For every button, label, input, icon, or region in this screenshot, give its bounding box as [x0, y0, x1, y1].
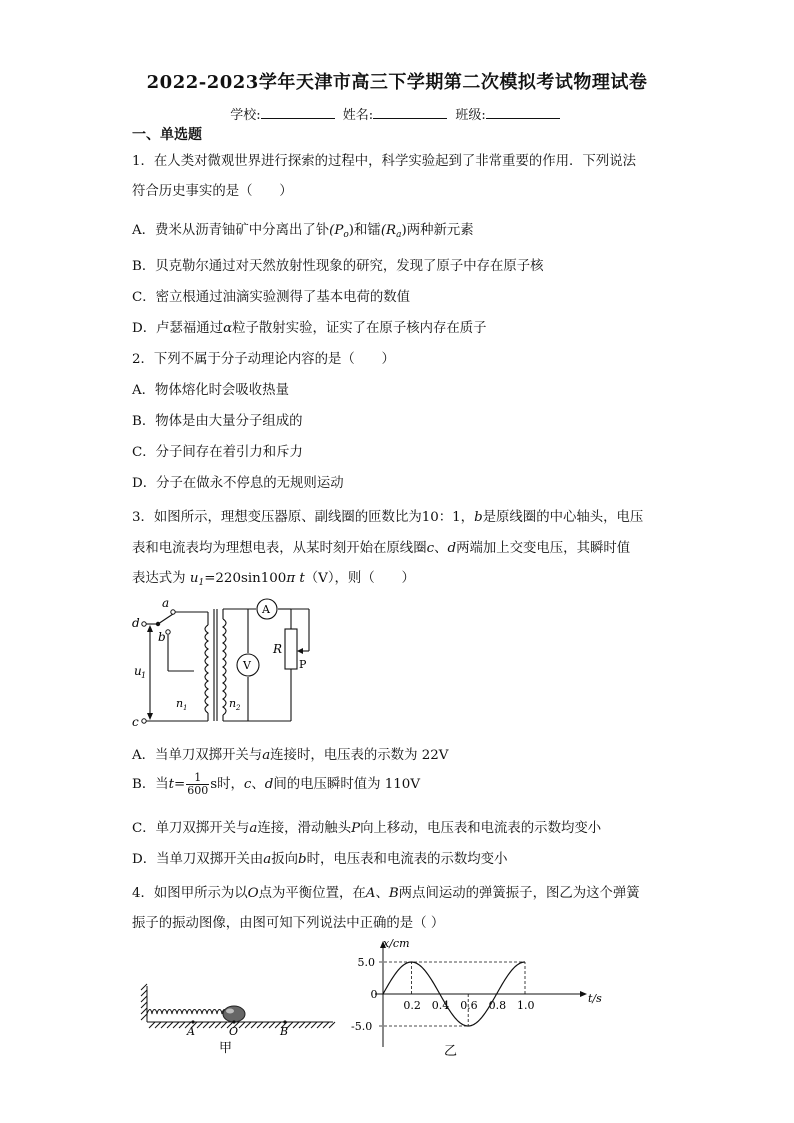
x-tick-label: 0.6 — [460, 999, 478, 1012]
q4-l1-o: O — [247, 886, 259, 901]
exam-title: 2022-2023学年天津市高三下学期第二次模拟考试物理试卷 — [146, 72, 648, 93]
label-c: c — [132, 715, 139, 729]
q4-stem-line1 — [132, 882, 640, 901]
school-label: 学校: — [230, 108, 261, 123]
y-axis-label: x/cm — [383, 937, 410, 950]
q3-a-pre: A．当单刀双掷开关与 — [132, 748, 263, 763]
label-ammeter: A — [262, 603, 270, 616]
q1-option-a — [132, 219, 474, 240]
transformer-circuit-figure — [128, 595, 328, 730]
q3-b-t: t — [168, 777, 175, 792]
x-tick-label: 0.8 — [488, 999, 507, 1012]
q3-c-mid: 连接，滑动触头 — [257, 821, 352, 836]
contact-a — [171, 610, 175, 614]
q3-l3-eq: =220sin100 — [204, 571, 287, 586]
q1-option-b: B．贝克勒尔通过对天然放射性现象的研究，发现了原子中存在原子核 — [132, 259, 544, 274]
label-point-o: O — [229, 1025, 239, 1038]
y-tick-label: -5.0 — [351, 1020, 373, 1033]
q2-option-a: A．物体熔化时会吸收热量 — [132, 383, 289, 398]
q1-a-po-sub: o — [343, 230, 349, 240]
q4-l1-sep: 、 — [375, 886, 389, 901]
q3-c-p: P — [351, 821, 361, 836]
label-b: b — [158, 630, 166, 644]
switch-blade — [158, 614, 173, 624]
x-axis-arrow-icon — [580, 991, 587, 997]
q3-l3-sub: 1 — [198, 578, 205, 588]
wall-hatch — [141, 1008, 147, 1014]
wall-hatch — [141, 996, 147, 1002]
q3-l2-d: d — [447, 541, 457, 556]
q1-a-ra: (R — [380, 223, 397, 238]
terminal-d — [142, 622, 146, 626]
q1-d-post: 粒子散射实验，证实了在原子核内存在质子 — [232, 321, 487, 336]
name-label: 姓名: — [342, 108, 374, 123]
q2-option-b: B．物体是由大量分子组成的 — [132, 414, 303, 429]
q3-b-mid: 、 — [251, 777, 265, 792]
slider-arrow-icon — [297, 648, 303, 654]
q3-c-a: a — [249, 821, 258, 836]
y-tick-label: 5.0 — [357, 956, 375, 969]
class-label: 班级: — [455, 108, 486, 123]
q3-option-b — [132, 772, 420, 797]
q1-a-po: (P — [329, 223, 344, 238]
rheostat — [285, 629, 297, 669]
q4-l1-post: 两点间运动的弹簧振子，图乙为这个弹簧 — [398, 886, 640, 901]
ball-highlight — [226, 1009, 234, 1014]
x-tick-label: 0.2 — [403, 999, 421, 1012]
x-tick-label: 0.4 — [431, 999, 450, 1012]
caption-jia: 甲 — [219, 1041, 233, 1056]
q3-l2-post: 两端加上交变电压，其瞬时值 — [456, 541, 631, 556]
q3-d-pre: D．当单刀双掷开关由 — [132, 852, 264, 867]
spring — [147, 1010, 231, 1015]
section-heading: 一、单选题 — [132, 127, 202, 143]
q1-a-po-close: )和镭 — [348, 223, 381, 238]
q3-d-mid: 扳向 — [271, 852, 299, 867]
q3-a-post: 连接时，电压表的示数为 22V — [270, 748, 449, 763]
wall-hatch — [141, 1002, 147, 1008]
q3-d-b: b — [298, 852, 307, 867]
q2-option-d: D．分子在做永不停息的无规则运动 — [132, 476, 344, 491]
arrow-down-icon — [147, 713, 153, 720]
q1-stem-line2: 符合历史事实的是（ ） — [132, 184, 293, 199]
q1-a-text: A．费米从沥青铀矿中分离出了钋 — [132, 223, 330, 238]
label-r: R — [273, 642, 283, 656]
point-o-dot — [232, 1020, 235, 1023]
q3-b-s: s时， — [210, 777, 244, 792]
floor-hatch — [149, 1022, 335, 1028]
terminal-c — [142, 719, 146, 723]
label-n1-sub: 1 — [183, 704, 188, 712]
q1-a-ra-sub: a — [396, 230, 402, 240]
student-info-row — [0, 104, 794, 123]
y-tick-label: 0 — [370, 988, 378, 1001]
q3-l3-t: t — [299, 571, 305, 586]
wall-hatch — [141, 984, 147, 990]
q2-stem: 2．下列不属于分子动理论内容的是（ ） — [132, 352, 395, 367]
arrow-up-icon — [147, 625, 153, 632]
q3-b-c: c — [243, 777, 252, 792]
name-blank[interactable] — [373, 106, 447, 119]
q3-l3-post: （V），则（ ） — [304, 571, 415, 586]
q4-l1-b: B — [388, 886, 399, 901]
q3-option-a — [132, 744, 448, 763]
q3-c-post: 向上移动，电压表和电流表的示数均变小 — [360, 821, 602, 836]
q4-l1-pre: 4．如图甲所示为以 — [132, 886, 248, 901]
label-n2-sub: 2 — [236, 704, 241, 712]
q3-stem-line2 — [132, 537, 630, 556]
switch-pivot — [156, 622, 160, 626]
q3-l1-pre: 3．如图所示，理想变压器原、副线圈的匝数比为10：1， — [132, 510, 475, 525]
point-b-dot — [283, 1020, 286, 1023]
q3-d-post: 时，电压表和电流表的示数均变小 — [306, 852, 508, 867]
q2-option-c: C．分子间存在着引力和斥力 — [132, 445, 303, 460]
q3-l3-pre: 表达式为 — [132, 571, 186, 586]
q4-stem-line2: 振子的振动图像，由图可知下列说法中正确的是（ ） — [132, 916, 445, 931]
q1-d-pre: D．卢瑟福通过 — [132, 321, 224, 336]
q3-d-a: a — [263, 852, 272, 867]
q1-d-alpha: α — [223, 321, 233, 336]
q3-option-c — [132, 817, 601, 836]
primary-coil — [205, 625, 208, 713]
q3-b-eq: = — [174, 777, 186, 792]
label-p: P — [299, 658, 307, 671]
school-blank[interactable] — [261, 106, 335, 119]
vibration-graph — [338, 935, 623, 1060]
chart-axes — [375, 941, 587, 1047]
q3-stem-line1 — [132, 506, 643, 525]
label-point-a: A — [187, 1025, 195, 1038]
q3-option-d — [132, 848, 507, 867]
q3-l1-b: b — [474, 510, 483, 525]
q3-b-den: 600 — [187, 784, 209, 797]
q1-stem-line1: 1．在人类对微观世界进行探索的过程中，科学实验起到了非常重要的作用．下列说法 — [132, 154, 636, 169]
wall-hatch — [141, 990, 147, 996]
q3-b-d: d — [264, 777, 274, 792]
q3-c-pre: C．单刀双掷开关与 — [132, 821, 250, 836]
q3-stem-line3 — [132, 567, 415, 588]
q4-l1-a: A — [365, 886, 376, 901]
q3-l2-c: c — [426, 541, 435, 556]
q1-option-c: C．密立根通过油滴实验测得了基本电荷的数值 — [132, 290, 411, 305]
caption-yi: 乙 — [444, 1044, 458, 1059]
label-point-b: B — [280, 1025, 289, 1038]
wall-hatch — [141, 1014, 147, 1020]
x-axis-label: t/s — [588, 992, 602, 1005]
point-a-dot — [191, 1020, 194, 1023]
q3-b-pre: B．当 — [132, 777, 169, 792]
q1-a-ra-close: )两种新元素 — [401, 223, 474, 238]
secondary-coil — [223, 619, 226, 715]
q3-b-num: 1 — [186, 772, 209, 785]
label-u1: u — [134, 664, 142, 678]
label-voltmeter: V — [243, 659, 251, 672]
label-d: d — [132, 616, 140, 630]
label-u1-sub: 1 — [141, 671, 147, 680]
spring-oscillator-figure — [135, 978, 340, 1058]
q3-l2-mid: 、 — [434, 541, 448, 556]
q4-l1-mid: 点为平衡位置，在 — [258, 886, 366, 901]
label-n2: n — [229, 697, 237, 710]
label-a: a — [162, 596, 170, 610]
q3-l3-u: u — [189, 571, 199, 586]
q3-b-post: 间的电压瞬时值为 110V — [273, 777, 420, 792]
x-tick-label: 1.0 — [517, 999, 535, 1012]
label-n1: n — [176, 697, 184, 710]
q3-l1-post: 是原线圈的中心轴头，电压 — [482, 510, 644, 525]
oscillator-ball — [223, 1006, 245, 1022]
class-blank[interactable] — [486, 106, 560, 119]
q3-l2-pre: 表和电流表均为理想电表，从某时刻开始在原线圈 — [132, 541, 427, 556]
q3-l3-pi: π — [286, 571, 296, 586]
q1-option-d — [132, 317, 487, 336]
contact-b — [166, 630, 170, 634]
q3-b-fraction — [186, 772, 209, 797]
q3-a-a: a — [262, 748, 271, 763]
